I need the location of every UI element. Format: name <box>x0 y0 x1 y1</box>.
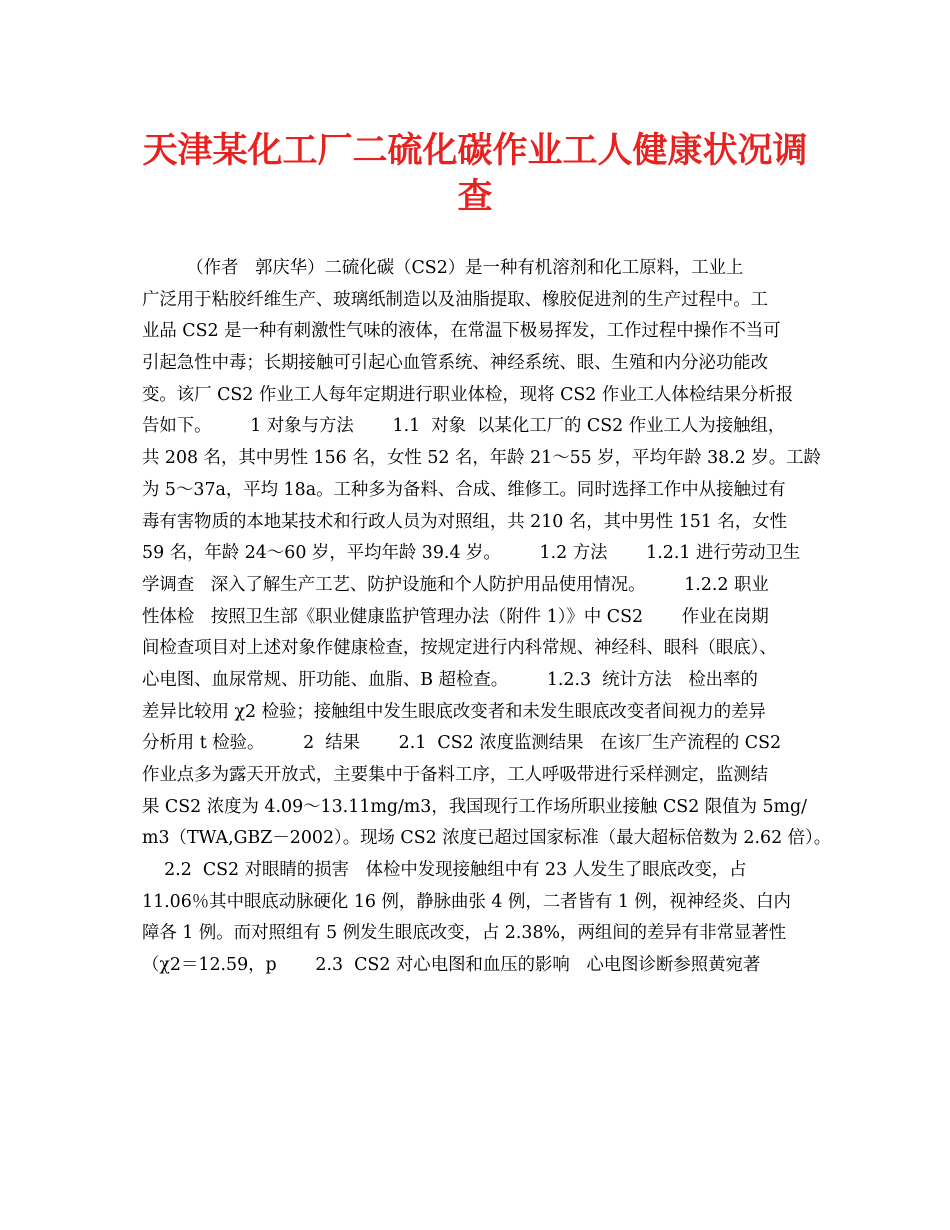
body-line: 差异比较用 χ2 检验；接触组中发生眼底改变者和未发生眼底改变者间视力的差异 <box>142 701 766 722</box>
body-line: （χ2＝12.59，p 2.3 CS2 对心电图和血压的影响 心电图诊断参照黄宛著 <box>142 955 761 976</box>
body-line: （作者 郭庆华）二硫化碳（CS2）是一种有机溶剂和化工原料，工业上 <box>142 258 744 278</box>
body-line: 心电图、血尿常规、肝功能、血脂、B 超检查。 1.2.3 统计方法 检出率的 <box>142 669 758 690</box>
document-title <box>130 128 820 220</box>
title-line-2: 查 <box>457 177 493 217</box>
body-line: 为 5～37a，平均 18a。工种多为备料、合成、维修工。同时选择工作中从接触过有 <box>142 479 786 500</box>
document-body <box>142 253 832 982</box>
body-line: 59 名，年龄 24～60 岁，平均年龄 39.4 岁。 1.2 方法 1.2.1 进行劳动卫生 <box>142 543 801 564</box>
body-line: 告如下。 1 对象与方法 1.1 对象 以某化工厂的 CS2 作业工人为接触组， <box>142 416 786 437</box>
body-line: 共 208 名，其中男性 156 名，女性 52 名，年龄 21～55 岁，平均年龄 38.2 岁。工龄 <box>142 448 821 469</box>
body-line: 分析用 t 检验。 2 结果 2.1 CS2 浓度监测结果 在该厂生产流程的 CS2 <box>142 733 782 754</box>
body-line: 性体检 按照卫生部《职业健康监护管理办法（附件 1）》中 CS2 作业在岗期 <box>142 606 769 627</box>
body-line: 间检查项目对上述对象作健康检查，按规定进行内科常规、神经科、眼科（眼底）、 <box>142 638 777 659</box>
body-line: m3（TWA,GBZ－2002）。现场 CS2 浓度已超过国家标准（最大超标倍数为 2.62 倍）。 <box>142 828 832 849</box>
body-line: 作业点多为露天开放式，主要集中于备料工序，工人呼吸带进行采样测定，监测结 <box>142 765 769 785</box>
body-line: 业品 CS2 是一种有刺激性气味的液体，在常温下极易挥发，工作过程中操作不当可 <box>142 321 781 342</box>
title-line-1: 天津某化工厂二硫化碳作业工人健康状况调 <box>142 131 808 171</box>
body-line: 学调查 深入了解生产工艺、防护设施和个人防护用品使用情况。 1.2.2 职业 <box>142 574 769 595</box>
body-line: 毒有害物质的本地某技术和行政人员为对照组，共 210 名，其中男性 151 名，女性 <box>142 511 788 532</box>
body-line: 障各 1 例。而对照组有 5 例发生眼底改变，占 2.38%，两组间的差异有非常显著性 <box>142 923 787 944</box>
body-line: 引起急性中毒；长期接触可引起心血管系统、神经系统、眼、生殖和内分泌功能改 <box>142 353 769 374</box>
body-line: 果 CS2 浓度为 4.09～13.11mg/m3，我国现行工作场所职业接触 CS2 限值为 5mg/ <box>142 796 808 817</box>
body-line: 11.06％其中眼底动脉硬化 16 例，静脉曲张 4 例，二者皆有 1 例，视神经炎、白内 <box>142 891 791 912</box>
body-line: 2.2 CS2 对眼睛的损害 体检中发现接触组中有 23 人发生了眼底改变，占 <box>142 860 747 881</box>
body-line: 变。该厂 CS2 作业工人每年定期进行职业体检，现将 CS2 作业工人体检结果分析报 <box>142 384 794 405</box>
body-line: 广泛用于粘胶纤维生产、玻璃纸制造以及油脂提取、橡胶促进剂的生产过程中。工 <box>142 289 769 310</box>
